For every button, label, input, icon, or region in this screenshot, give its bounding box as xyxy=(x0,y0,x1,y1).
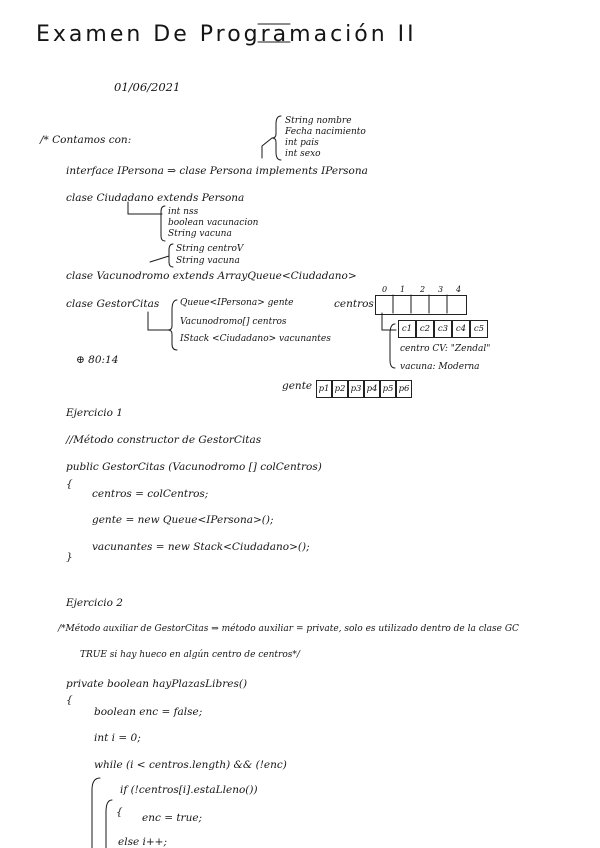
gestor-line: clase GestorCitas xyxy=(66,298,160,310)
array-dividers xyxy=(393,295,447,313)
vacunodromo-field: String centroV xyxy=(176,244,244,254)
ejercicio2-comment: TRUE si hay hueco en algún centro de centros*/ xyxy=(80,650,300,660)
array-index: 1 xyxy=(400,285,406,294)
gente-cell: p3 xyxy=(348,380,364,398)
ejercicio2-comment: /*Método auxiliar de GestorCitas ⇒ método auxiliar = private, solo es utilizado dentro de la clase GC xyxy=(58,624,519,634)
ciudadano-brace xyxy=(161,206,165,241)
queue-cell: c5 xyxy=(470,320,488,338)
gente-label: gente xyxy=(282,380,313,392)
code-line: int i = 0; xyxy=(94,732,141,744)
array-index: 4 xyxy=(456,285,462,294)
vacunodromo-brace xyxy=(169,244,173,267)
ejercicio1-heading: Ejercicio 1 xyxy=(66,407,123,419)
exam-date: 01/06/2021 xyxy=(114,80,181,94)
ciudadano-line: clase Ciudadano extends Persona xyxy=(66,192,245,204)
code-line: while (i < centros.length) && (!enc) xyxy=(94,759,287,771)
ciudadano-field: String vacuna xyxy=(168,229,232,239)
ciudadano-connector xyxy=(128,202,162,214)
centros-label: centros xyxy=(334,298,374,310)
gente-cell: p5 xyxy=(380,380,396,398)
while-bracket xyxy=(92,778,100,848)
persona-brace xyxy=(272,116,281,160)
code-line: if (!centros[i].estaLleno()) xyxy=(120,784,258,796)
ejercicio1-signature: public GestorCitas (Vacunodromo [] colCentros) xyxy=(66,461,322,473)
array-pointer xyxy=(382,313,396,330)
gente-cell: p1 xyxy=(316,380,332,398)
persona-field: String nombre xyxy=(285,116,352,126)
array-index: 0 xyxy=(382,285,388,294)
queue-cell: c3 xyxy=(434,320,452,338)
queue-brace xyxy=(390,324,395,368)
vacunodromo-connector xyxy=(150,256,169,262)
gestor-field: Vacunodromo[] centros xyxy=(180,317,287,327)
centro-value: centro CV: "Zendal" xyxy=(400,344,491,354)
ejercicio1-comment: //Método constructor de GestorCitas xyxy=(66,434,262,446)
queue-cell: c4 xyxy=(452,320,470,338)
numeral-bars xyxy=(258,24,290,42)
code-line: vacunantes = new Stack<Ciudadano>(); xyxy=(92,541,310,553)
ciudadano-field: boolean vacunacion xyxy=(168,218,259,228)
page-title: Examen De Programación II xyxy=(36,22,417,47)
code-line: { xyxy=(116,806,123,818)
code-line: boolean enc = false; xyxy=(94,706,203,718)
gestor-field: IStack <Ciudadano> vacunantes xyxy=(180,334,331,344)
if-bracket xyxy=(106,800,112,848)
ejercicio2-heading: Ejercicio 2 xyxy=(66,597,123,609)
persona-field: int pais xyxy=(285,138,319,148)
code-line: centros = colCentros; xyxy=(92,488,209,500)
queue-cell: c1 xyxy=(398,320,416,338)
gente-cell: p4 xyxy=(364,380,380,398)
vacunodromo-field: String vacuna xyxy=(176,256,240,266)
intro-comment: /* Contamos con: xyxy=(40,134,132,146)
gestor-connector xyxy=(148,312,168,330)
ejercicio1-brace-open: { xyxy=(66,478,73,490)
ciudadano-field: int nss xyxy=(168,207,199,217)
array-index: 2 xyxy=(420,285,426,294)
gestor-field: Queue<IPersona> gente xyxy=(180,298,294,308)
queue-cell: c2 xyxy=(416,320,434,338)
persona-field: int sexo xyxy=(285,149,321,159)
persona-connector xyxy=(262,138,272,158)
ejercicio1-brace-close: } xyxy=(66,551,73,563)
code-line: else i++; xyxy=(118,836,168,848)
gente-cell: p6 xyxy=(396,380,412,398)
array-index: 3 xyxy=(438,285,444,294)
ejercicio2-brace-open: { xyxy=(66,694,73,706)
interface-line: interface IPersona ⇒ clase Persona implements IPersona xyxy=(66,165,368,177)
persona-field: Fecha nacimiento xyxy=(285,127,366,137)
vacuna-value: vacuna: Moderna xyxy=(400,362,480,372)
ejercicio2-signature: private boolean hayPlazasLibres() xyxy=(66,678,248,690)
vacunodromo-line: clase Vacunodromo extends ArrayQueue<Ciudadano> xyxy=(66,270,357,282)
gestor-brace xyxy=(168,300,177,350)
time-note: ⊕ 80:14 xyxy=(76,354,119,366)
gente-cell: p2 xyxy=(332,380,348,398)
code-line: enc = true; xyxy=(142,812,203,824)
code-line: gente = new Queue<IPersona>(); xyxy=(92,514,274,526)
